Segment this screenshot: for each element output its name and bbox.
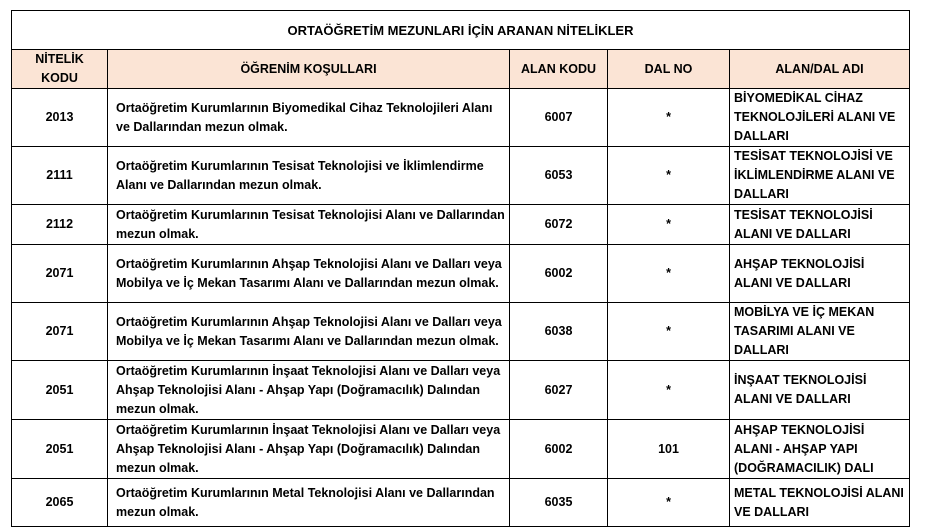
table-row [12, 245, 910, 303]
dal-no-cell: * [608, 205, 730, 245]
table-row [12, 361, 910, 420]
alan-dal-adi-cell: METAL TEKNOLOJİSİ ALANI VE DALLARI [730, 479, 910, 527]
nitelik-kodu-cell: 2013 [12, 89, 108, 147]
alan-kodu-cell: 6002 [510, 420, 608, 479]
alan-dal-adi-cell: AHŞAP TEKNOLOJİSİ ALANI - AHŞAP YAPI (DOĞRAMACILIK) DALI [730, 420, 910, 479]
nitelik-kodu-cell: 2111 [12, 147, 108, 205]
alan-dal-adi-cell: İNŞAAT TEKNOLOJİSİ ALANI VE DALLARI [730, 361, 910, 420]
table-row [12, 303, 910, 361]
ogrenim-cell: Ortaöğretim Kurumlarının İnşaat Teknolojisi Alanı ve Dalları veya Ahşap Teknolojisi Alanı - Ahşap Yapı (Doğramacılık) Dalından mezun olmak. [108, 361, 510, 420]
dal-no-cell: * [608, 303, 730, 361]
alan-dal-adi-cell: AHŞAP TEKNOLOJİSİ ALANI VE DALLARI [730, 245, 910, 303]
table-row [12, 147, 910, 205]
header-row [12, 50, 910, 89]
nitelik-kodu-cell: 2071 [12, 303, 108, 361]
header-ogrenim-kosullari: ÖĞRENİM KOŞULLARI [108, 50, 510, 89]
header-alan-dal-adi: ALAN/DAL ADI [730, 50, 910, 89]
dal-no-cell: * [608, 361, 730, 420]
ogrenim-cell: Ortaöğretim Kurumlarının Metal Teknolojisi Alanı ve Dallarından mezun olmak. [108, 479, 510, 527]
dal-no-cell: 101 [608, 420, 730, 479]
alan-dal-adi-cell: TESİSAT TEKNOLOJİSİ VE İKLİMLENDİRME ALANI VE DALLARI [730, 147, 910, 205]
nitelik-kodu-cell: 2051 [12, 420, 108, 479]
nitelik-kodu-cell: 2071 [12, 245, 108, 303]
ogrenim-cell: Ortaöğretim Kurumlarının Biyomedikal Cihaz Teknolojileri Alanı ve Dallarından mezun olmak. [108, 89, 510, 147]
ogrenim-cell: Ortaöğretim Kurumlarının Tesisat Teknolojisi Alanı ve Dallarından mezun olmak. [108, 205, 510, 245]
table-row [12, 479, 910, 527]
table-title: ORTAÖĞRETİM MEZUNLARI İÇİN ARANAN NİTELİKLER [12, 11, 910, 50]
dal-no-cell: * [608, 89, 730, 147]
ogrenim-cell: Ortaöğretim Kurumlarının İnşaat Teknolojisi Alanı ve Dalları veya Ahşap Teknolojisi Alanı - Ahşap Yapı (Doğramacılık) Dalından mezun olmak. [108, 420, 510, 479]
alan-kodu-cell: 6007 [510, 89, 608, 147]
table-row [12, 89, 910, 147]
qualifications-table [11, 10, 910, 527]
title-row [12, 11, 910, 50]
table-row [12, 205, 910, 245]
nitelik-kodu-cell: 2051 [12, 361, 108, 420]
ogrenim-cell: Ortaöğretim Kurumlarının Ahşap Teknolojisi Alanı ve Dalları veya Mobilya ve İç Mekan Tasarımı Alanı ve Dallarından mezun olmak. [108, 245, 510, 303]
table-row [12, 420, 910, 479]
nitelik-kodu-cell: 2112 [12, 205, 108, 245]
header-dal-no: DAL NO [608, 50, 730, 89]
alan-kodu-cell: 6038 [510, 303, 608, 361]
alan-kodu-cell: 6053 [510, 147, 608, 205]
alan-dal-adi-cell: BİYOMEDİKAL CİHAZ TEKNOLOJİLERİ ALANI VE DALLARI [730, 89, 910, 147]
alan-kodu-cell: 6027 [510, 361, 608, 420]
ogrenim-cell: Ortaöğretim Kurumlarının Ahşap Teknolojisi Alanı ve Dalları veya Mobilya ve İç Mekan Tasarımı Alanı ve Dallarından mezun olmak. [108, 303, 510, 361]
dal-no-cell: * [608, 147, 730, 205]
header-nitelik-kodu: NİTELİK KODU [12, 50, 108, 89]
alan-dal-adi-cell: MOBİLYA VE İÇ MEKAN TASARIMI ALANI VE DALLARI [730, 303, 910, 361]
nitelik-kodu-cell: 2065 [12, 479, 108, 527]
alan-kodu-cell: 6035 [510, 479, 608, 527]
ogrenim-cell: Ortaöğretim Kurumlarının Tesisat Teknolojisi ve İklimlendirme Alanı ve Dallarından mezun olmak. [108, 147, 510, 205]
header-alan-kodu: ALAN KODU [510, 50, 608, 89]
alan-dal-adi-cell: TESİSAT TEKNOLOJİSİ ALANI VE DALLARI [730, 205, 910, 245]
alan-kodu-cell: 6002 [510, 245, 608, 303]
dal-no-cell: * [608, 245, 730, 303]
dal-no-cell: * [608, 479, 730, 527]
alan-kodu-cell: 6072 [510, 205, 608, 245]
